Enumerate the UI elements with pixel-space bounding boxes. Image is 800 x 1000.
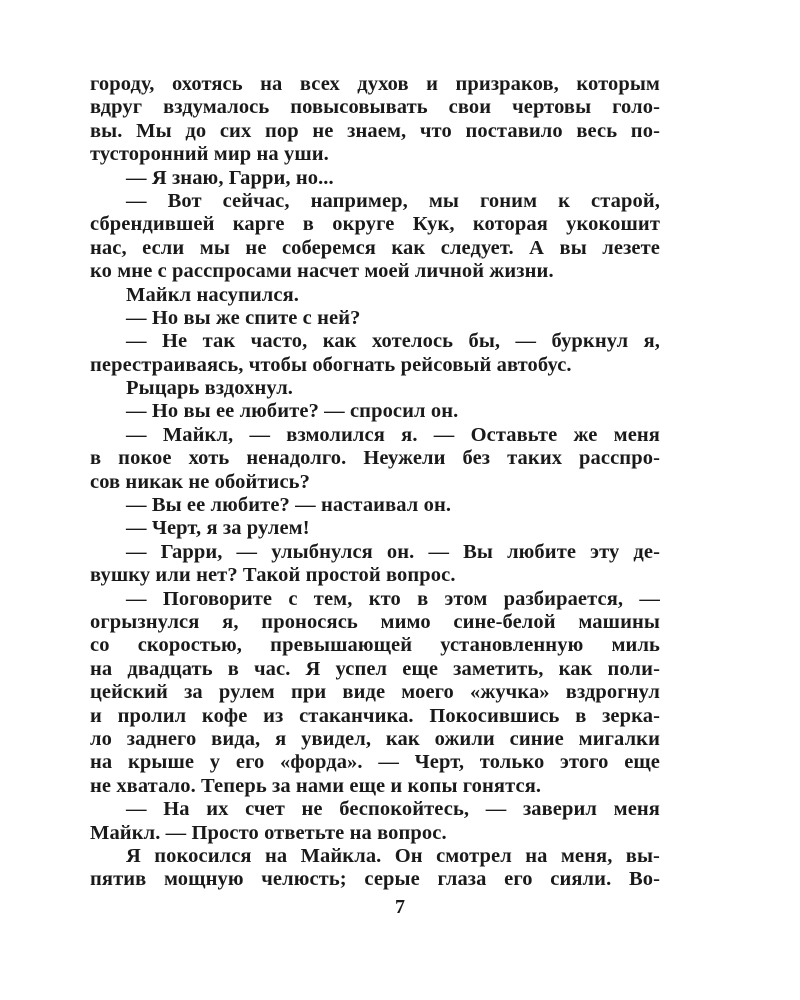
text-line: сбрендившей карге в округе Кук, которая укокошит bbox=[90, 213, 660, 236]
text-line: — Майкл, — взмолился я. — Оставьте же меня bbox=[126, 423, 660, 446]
text-line: на крыше у его «форда». — Черт, только этого еще bbox=[90, 751, 660, 774]
text-line: — На их счет не беспокойтесь, — заверил меня bbox=[126, 798, 660, 821]
text-line: — Но вы ее любите? — спросил он. bbox=[126, 400, 459, 423]
text-line: — Не так часто, как хотелось бы, — буркнул я, bbox=[126, 330, 660, 353]
text-line: вы. Мы до сих пор не знаем, что поставило весь по- bbox=[90, 119, 660, 142]
text-line: и пролил кофе из стаканчика. Покосившись в зерка- bbox=[90, 704, 660, 727]
text-line: — Черт, я за рулем! bbox=[126, 517, 310, 540]
body-text bbox=[90, 73, 660, 892]
text-line: со скоростью, превышающей установленную миль bbox=[90, 634, 660, 657]
text-line: пятив мощную челюсть; серые глаза его сияли. Во- bbox=[90, 868, 660, 891]
page-number: 7 bbox=[395, 896, 405, 918]
text-line: — Вот сейчас, например, мы гоним к старой, bbox=[126, 189, 660, 212]
text-line: Майкл. — Просто ответьте на вопрос. bbox=[90, 821, 447, 844]
text-line: вушку или нет? Такой простой вопрос. bbox=[90, 564, 456, 587]
text-line: — Гарри, — улыбнулся он. — Вы любите эту де- bbox=[126, 540, 660, 563]
text-line: Майкл насупился. bbox=[126, 283, 300, 306]
text-line: — Поговорите с тем, кто в этом разбирается, — bbox=[126, 587, 660, 610]
text-line: огрызнулся я, проносясь мимо сине-белой машины bbox=[90, 610, 660, 633]
text-line: нас, если мы не соберемся как следует. А вы лезете bbox=[90, 236, 660, 259]
text-line: цейский за рулем при виде моего «жучка» вздрогнул bbox=[90, 681, 660, 704]
text-line: городу, охотясь на всех духов и призраков, которым bbox=[90, 73, 660, 95]
text-line: перестраиваясь, чтобы обогнать рейсовый автобус. bbox=[90, 353, 572, 376]
text-line: сов никак не обойтись? bbox=[90, 470, 310, 493]
text-line: Рыцарь вздохнул. bbox=[126, 377, 294, 400]
text-line: в покое хоть ненадолго. Неужели без таких расспро- bbox=[90, 447, 660, 470]
text-line: на двадцать в час. Я успел еще заметить, как поли- bbox=[90, 657, 660, 680]
text-line: тусторонний мир на уши. bbox=[90, 143, 329, 166]
text-line: — Я знаю, Гарри, но... bbox=[126, 166, 334, 189]
text-line: ло заднего вида, я увидел, как ожили синие мигалки bbox=[90, 727, 660, 750]
text-line: — Но вы же спите с ней? bbox=[126, 306, 361, 329]
text-line: ко мне с расспросами насчет моей личной жизни. bbox=[90, 260, 554, 283]
text-line: — Вы ее любите? — настаивал он. bbox=[126, 494, 452, 517]
text-line: вдруг вздумалось повысовывать свои чертовы голо- bbox=[90, 96, 660, 119]
text-line: не хватало. Теперь за нами еще и копы гонятся. bbox=[90, 774, 542, 797]
text-line: Я покосился на Майкла. Он смотрел на меня, вы- bbox=[126, 844, 660, 867]
